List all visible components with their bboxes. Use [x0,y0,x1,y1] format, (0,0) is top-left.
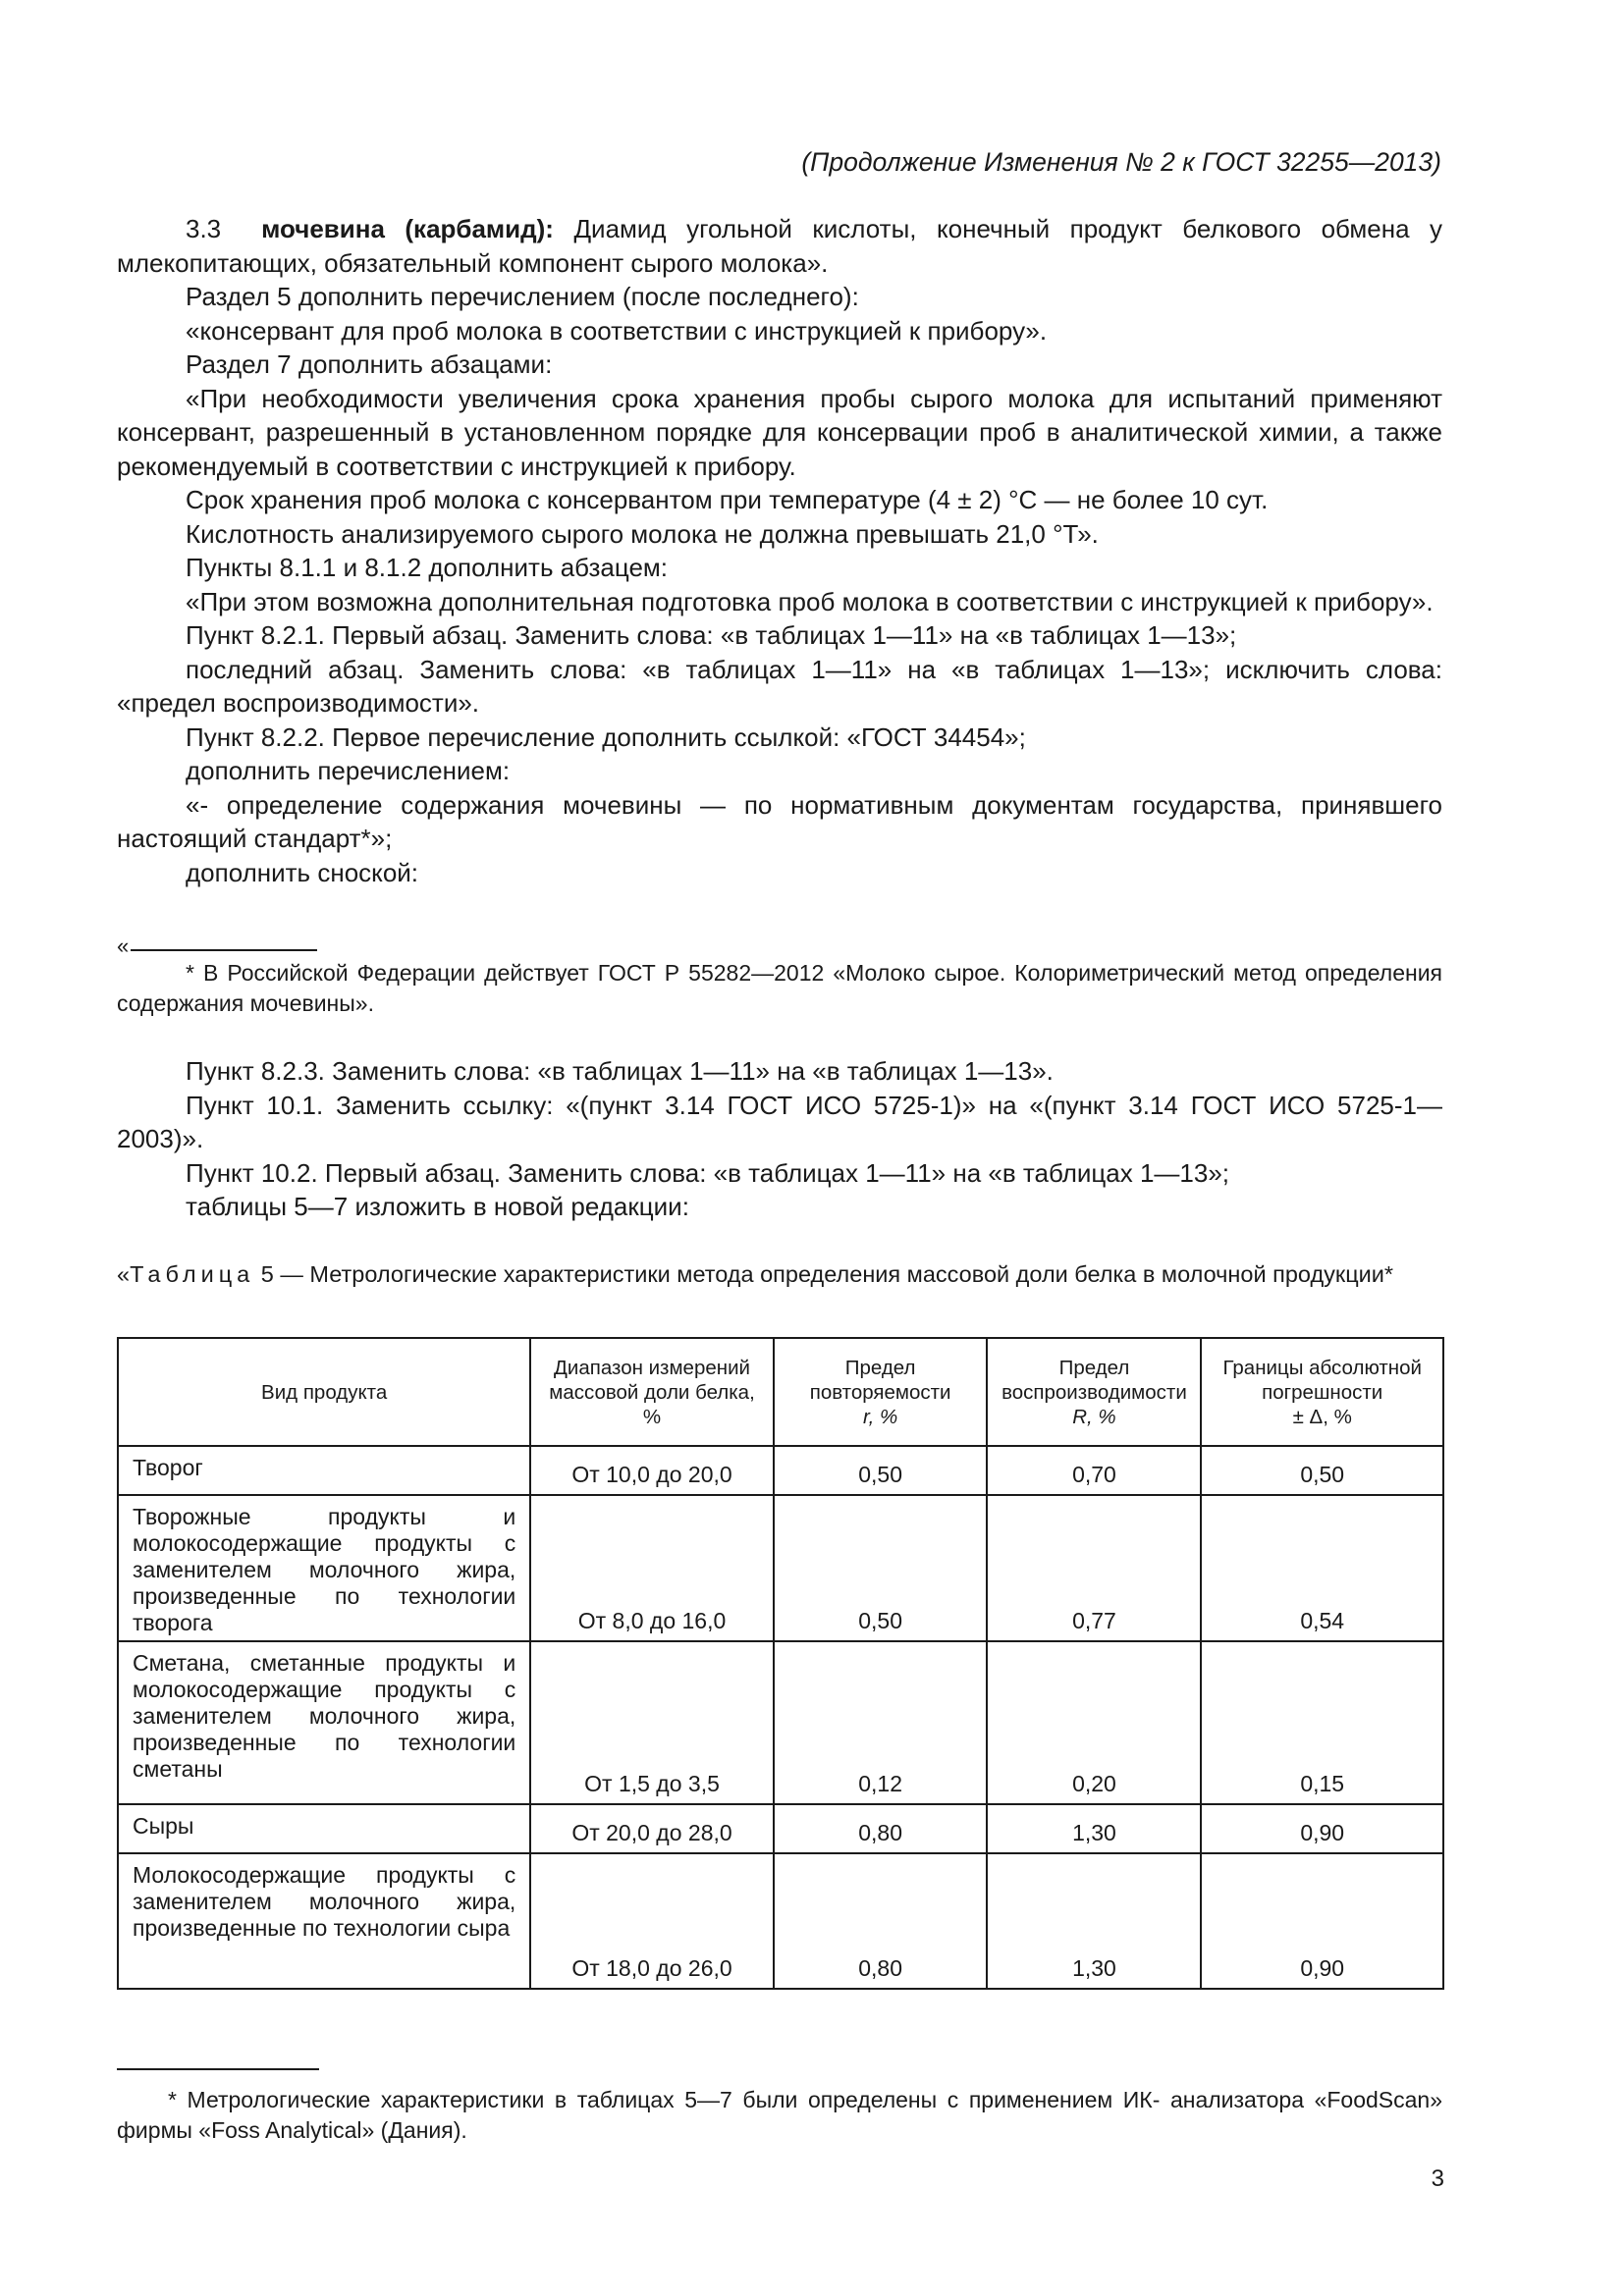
cell-repeatability: 0,50 [774,1495,988,1641]
table-row [118,1641,1443,1804]
paragraph: Раздел 5 дополнить перечислением (после последнего): [186,282,859,311]
cell-error: 0,54 [1201,1495,1443,1641]
caption-text: 5 — Метрологические характеристики метода определения массовой доли белка в молочной продукции* [254,1261,1394,1287]
inserted-footnote [117,936,1442,1019]
caption-prefix: « [117,1261,131,1287]
cell-error: 0,90 [1201,1853,1443,1989]
paragraph: Пункт 10.1. Заменить ссылку: «(пункт 3.14 ГОСТ ИСО 5725-1)» на «(пункт 3.14 ГОСТ ИСО 5725-1—2003)». [117,1090,1442,1153]
cell-repeatability: 0,12 [774,1641,988,1804]
paragraph: Пункт 8.2.3. Заменить слова: «в таблицах 1—11» на «в таблицах 1—13». [186,1056,1054,1086]
header-error-bounds: Границы абсолютной погрешности ± Δ, % [1201,1338,1443,1446]
body-text-block-1 [117,212,1442,889]
header-repeatability: Предел повторяемости r, % [774,1338,988,1446]
cell-repeatability: 0,80 [774,1804,988,1853]
data-table [117,1337,1444,1990]
open-quote: « [117,934,130,958]
header-sub: R, % [1072,1405,1116,1428]
cell-reproducibility: 0,77 [987,1495,1201,1641]
table-caption [117,1259,1442,1290]
table-row [118,1804,1443,1853]
term-urea: мочевина (карбамид): [261,214,554,243]
cell-reproducibility: 1,30 [987,1804,1201,1853]
cell-product: Молокосодержащие продукты с заменителем молочного жира, произведенные по технологии сыра [118,1853,530,1989]
paragraph: Пункты 8.1.1 и 8.1.2 дополнить абзацем: [186,553,669,582]
paragraph: «- определение содержания мочевины — по нормативным документам государства, принявшего настоящий стандарт*»; [117,789,1442,853]
header-sub: ± Δ, % [1292,1405,1352,1428]
table-row [118,1446,1443,1495]
cell-range: От 10,0 до 20,0 [530,1446,773,1495]
table-row [118,1853,1443,1989]
paragraph: «консервант для проб молока в соответствии с инструкцией к прибору». [186,315,1048,346]
paragraph: дополнить сноской: [186,857,419,887]
cell-reproducibility: 0,70 [987,1446,1201,1495]
cell-error: 0,15 [1201,1641,1443,1804]
header-sub: r, % [862,1405,898,1428]
paragraph: «При этом возможна дополнительная подготовка проб молока в соответствии с инструкцией к прибору». [186,586,1434,616]
paragraph: Кислотность анализируемого сырого молока не должна превышать 21,0 °Т». [186,518,1099,549]
cell-range: От 18,0 до 26,0 [530,1853,773,1989]
paragraph: Пункт 10.2. Первый абзац. Заменить слова: «в таблицах 1—11» на «в таблицах 1—13»; [186,1157,1230,1188]
term-definition: Диамид угольной кислоты, конечный продукт белкового обмена у млекопитающих, обязательный компонент сырого молока». [117,214,1442,278]
cell-range: От 8,0 до 16,0 [530,1495,773,1641]
footnote-rule [131,949,317,951]
paragraph: Раздел 7 дополнить абзацами: [186,349,553,379]
cell-product: Творожные продукты и молокосодержащие продукты с заменителем молочного жира, произведенные по технологии творога [118,1495,530,1641]
cell-range: От 1,5 до 3,5 [530,1641,773,1804]
inserted-footnote-text: * В Российской Федерации действует ГОСТ Р 55282—2012 «Молоко сырое. Колориметрический метод определения содержания мочевины». [117,960,1442,1016]
table-header-row [118,1338,1443,1446]
header-reproducibility: Предел воспроизводимости R, % [987,1338,1201,1446]
paragraph: Пункт 8.2.1. Первый абзац. Заменить слова: «в таблицах 1—11» на «в таблицах 1—13»; [186,620,1237,650]
cell-range: От 20,0 до 28,0 [530,1804,773,1853]
paragraph: последний абзац. Заменить слова: «в таблицах 1—11» на «в таблицах 1—13»; исключить слова: «предел воспроизводимости». [117,654,1442,718]
paragraph: таблицы 5—7 изложить в новой редакции: [186,1192,689,1221]
body-text-block-2 [117,1054,1442,1224]
footnote-separator [117,2068,319,2070]
header-product-type: Вид продукта [118,1338,530,1446]
caption-word: Таблица [130,1261,255,1287]
cell-error: 0,50 [1201,1446,1443,1495]
paragraph: Срок хранения проб молока с консервантом при температуре (4 ± 2) °С — не более 10 сут. [186,485,1269,514]
clause-number: 3.3 [186,214,222,243]
cell-product: Творог [118,1446,530,1495]
cell-reproducibility: 0,20 [987,1641,1201,1804]
footnote: * Метрологические характеристики в таблицах 5—7 были определены с применением ИК- анализатора «FoodScan» фирмы «Foss Analytical» (Дания). [117,2087,1442,2143]
inserted-footnote-separator [117,936,1442,958]
definition-3-3 [117,212,1442,280]
header-measurement-range: Диапазон измерений массовой доли белка, % [530,1338,773,1446]
running-header: (Продолжение Изменения № 2 к ГОСТ 32255—2013) [801,147,1441,177]
cell-repeatability: 0,50 [774,1446,988,1495]
cell-reproducibility: 1,30 [987,1853,1201,1989]
cell-product: Сыры [118,1804,530,1853]
table-row [118,1495,1443,1641]
paragraph: «При необходимости увеличения срока хранения пробы сырого молока для испытаний применяют консервант, разрешенный в установленном порядке для консервации проб в аналитической химии, а также рекомендуемый в соответствии с инструкцией к прибору. [117,383,1442,481]
cell-repeatability: 0,80 [774,1853,988,1989]
cell-error: 0,90 [1201,1804,1443,1853]
paragraph: Пункт 8.2.2. Первое перечисление дополнить ссылкой: «ГОСТ 34454»; [186,721,1026,752]
page-number: 3 [1431,2165,1444,2192]
paragraph: дополнить перечислением: [186,756,511,785]
cell-product: Сметана, сметанные продукты и молокосодержащие продукты с заменителем молочного жира, произведенные по технологии сметаны [118,1641,530,1804]
